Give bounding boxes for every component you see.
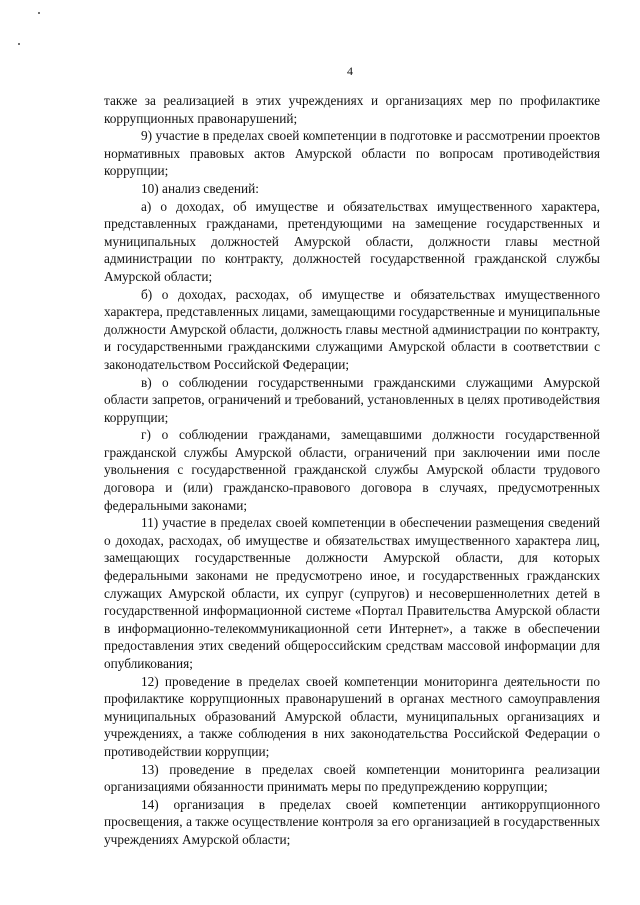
paragraph: 13) проведение в пределах своей компетенции мониторинга реализации организациями обязанности принимать меры по предупреждению коррупции; (104, 761, 600, 795)
paragraph: 11) участие в пределах своей компетенции в обеспечении размещения сведений о доходах, расходах, об имуществе и обязательствах имущественного характера лиц, замещающих государственные должности Амурской области, для которых федеральными законами не предусмотрено иное, и государственных гражданских служащих Амурской области, их супруг (супругов) и несовершеннолетних детей в государственной информационной системе «Портал Правительства Амурской области в информационно-телекоммуникационной сети Интернет», а также в обеспечении предоставления этих сведений общероссийским средствам массовой информации для опубликования; (104, 515, 600, 671)
paragraph: а) о доходах, об имуществе и обязательствах имущественного характера, представленных гражданами, претендующими на замещение государственных и муниципальных должностей Амурской области, должности главы местной администрации по контракту, должностей государственной гражданской службы Амурской области; (104, 198, 600, 284)
paragraph: 14) организация в пределах своей компетенции антикоррупционного просвещения, а также осуществление контроля за его организацией в государственных учреждениях Амурской области; (104, 796, 600, 847)
scan-speck (38, 12, 40, 14)
paragraph: г) о соблюдении гражданами, замещавшими должности государственной гражданской службы Амурской области, ограничений при заключении ими после увольнения с государственной гражданской службы Амурской области трудового договора и (или) гражданско-правового договора в случаях, предусмотренных федеральными законами; (104, 427, 600, 513)
paragraph: в) о соблюдении государственными гражданскими служащими Амурской области запретов, ограничений и требований, установленных в целях противодействия коррупции; (104, 374, 600, 425)
document-body (104, 92, 600, 849)
page-number: 4 (347, 64, 353, 78)
paragraph: 9) участие в пределах своей компетенции в подготовке и рассмотрении проектов нормативных правовых актов Амурской области по вопросам противодействия коррупции; (104, 128, 600, 179)
scan-speck (18, 43, 20, 45)
paragraph: 12) проведение в пределах своей компетенции мониторинга деятельности по профилактике коррупционных правонарушений в органах местного самоуправления муниципальных образований Амурской области, муниципальных организациях и учреждениях, а также соблюдения в них законодательства Российской Федерации о противодействии коррупции; (104, 673, 600, 759)
paragraph: б) о доходах, расходах, об имуществе и обязательствах имущественного характера, представленных лицами, замещающими государственные и муниципальные должности Амурской области, должность главы местной администрации по контракту, и государственными гражданскими служащими Амурской области в соответствии с законодательством Российской Федерации; (104, 286, 600, 372)
paragraph: 10) анализ сведений: (141, 180, 259, 196)
paragraph: также за реализацией в этих учреждениях и организациях мер по профилактике коррупционных правонарушений; (104, 93, 600, 126)
